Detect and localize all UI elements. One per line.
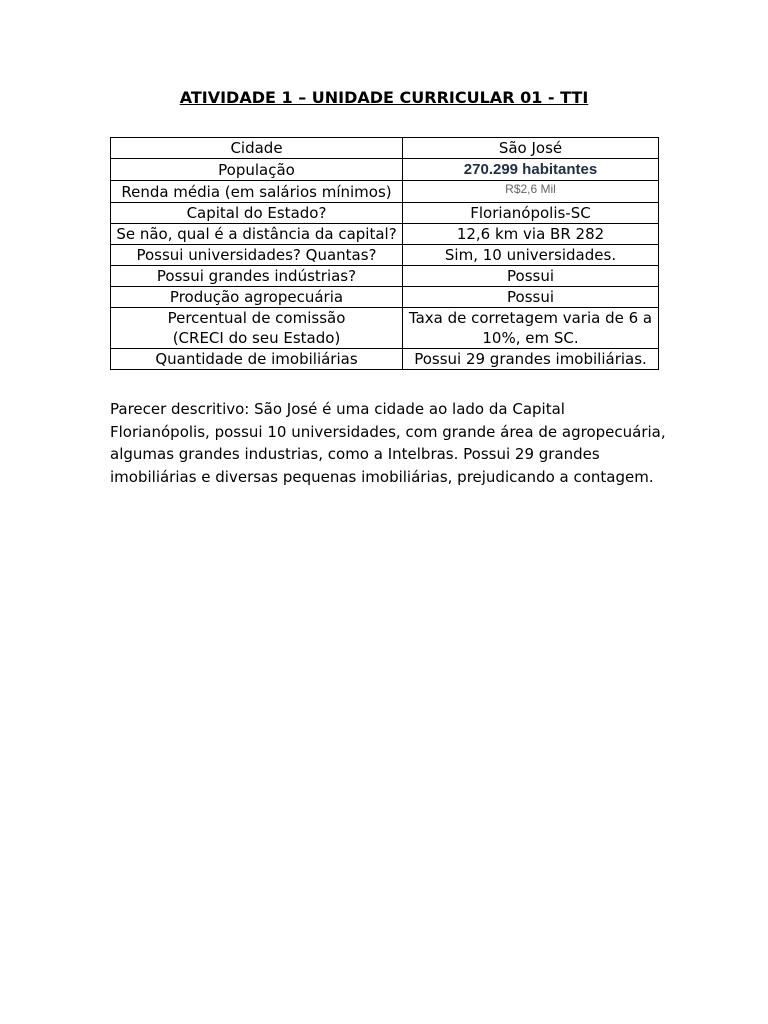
row-value-universidades: Sim, 10 universidades.: [403, 245, 659, 266]
row-value-industrias: Possui: [403, 266, 659, 287]
table-row: [111, 308, 659, 349]
row-value-renda: [403, 181, 659, 203]
city-info-table: [110, 137, 659, 370]
table-row: [111, 245, 659, 266]
row-value-agropecuaria: Possui: [403, 287, 659, 308]
row-label-distancia: Se não, qual é a distância da capital?: [111, 224, 403, 245]
table-row: [111, 287, 659, 308]
document-title: ATIVIDADE 1 – UNIDADE CURRICULAR 01 - TTI: [179, 88, 589, 107]
descriptive-paragraph: Parecer descritivo: São José é uma cidade ao lado da Capital Florianópolis, possui 10 universidades, com grande área de agropecuária, algumas grandes industrias, como a Intelbras. Possui 29 grandes imobiliárias e diversas pequenas imobiliárias, prejudicando a contagem.: [110, 400, 666, 486]
table-row: [111, 349, 659, 370]
row-value-cidade: São José: [403, 138, 659, 159]
row-label-agropecuaria: Produção agropecuária: [111, 287, 403, 308]
table-row: [111, 159, 659, 181]
row-label-comissao-line2: (CRECI do seu Estado): [172, 329, 341, 347]
row-label-comissao: [111, 308, 403, 349]
table-row: [111, 181, 659, 203]
row-label-cidade: Cidade: [111, 138, 403, 159]
row-label-capital: Capital do Estado?: [111, 203, 403, 224]
row-label-industrias: Possui grandes indústrias?: [111, 266, 403, 287]
population-value: 270.299 habitantes: [463, 161, 598, 178]
row-value-capital: Florianópolis-SC: [403, 203, 659, 224]
table-row: [111, 138, 659, 159]
row-label-comissao-line1: Percentual de comissão: [167, 309, 346, 327]
row-label-imobiliarias: Quantidade de imobiliárias: [111, 349, 403, 370]
row-value-comissao: Taxa de corretagem varia de 6 a 10%, em SC.: [403, 308, 659, 349]
row-value-populacao: [403, 159, 659, 181]
income-value: R$2,6 Mil: [505, 182, 556, 196]
row-value-distancia: 12,6 km via BR 282: [403, 224, 659, 245]
row-label-universidades: Possui universidades? Quantas?: [111, 245, 403, 266]
table-row: [111, 266, 659, 287]
row-label-renda: Renda média (em salários mínimos): [111, 181, 403, 203]
table-row: [111, 224, 659, 245]
table-row: [111, 203, 659, 224]
row-value-imobiliarias: Possui 29 grandes imobiliárias.: [403, 349, 659, 370]
row-label-populacao: População: [111, 159, 403, 181]
